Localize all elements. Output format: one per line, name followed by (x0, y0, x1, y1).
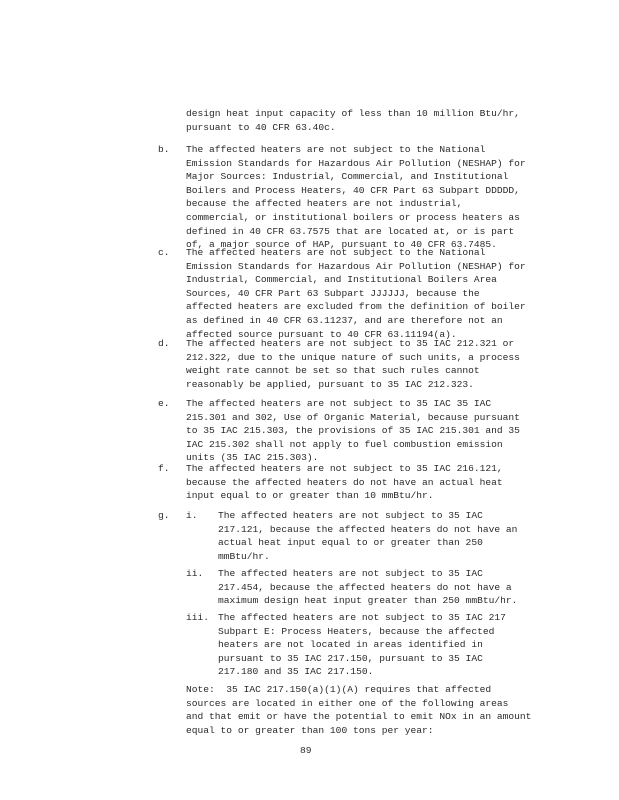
item-f-label: f. (158, 463, 170, 474)
text-line: heaters are not located in areas identified in (218, 639, 483, 651)
text-line: The affected heaters are not subject to 35 IAC 35 IAC (186, 398, 492, 409)
text-line: Emission Standards for Hazardous Air Pollution (NESHAP) for (186, 157, 526, 169)
text-line: The affected heaters are not subject to 35 IAC 212.321 or (186, 338, 515, 349)
item-g-ii-label: ii. (186, 568, 204, 579)
text-line: mmBtu/hr. (218, 550, 270, 562)
text-line: The affected heaters are not subject to the National (186, 144, 486, 155)
text-line: and that emit or have the potential to emit NOx in an amount (186, 711, 532, 723)
text-line: Subpart E: Process Heaters, because the affected (218, 625, 495, 637)
item-b-paragraph (186, 143, 526, 252)
text-line: affected source pursuant to 40 CFR 63.11194(a). (186, 328, 457, 340)
text-line: reasonably be applied, pursuant to 35 IAC 212.323. (186, 378, 474, 390)
text-line: 215.301 and 302, Use of Organic Material, because pursuant (186, 411, 520, 423)
text-line: The affected heaters are not subject to the National (186, 247, 486, 258)
text-line: to 35 IAC 215.303, the provisions of 35 IAC 215.301 and 35 (186, 425, 520, 437)
text-line: pursuant to 35 IAC 217.150, pursuant to 35 IAC (218, 652, 483, 664)
text-line: affected heaters are excluded from the definition of boiler (186, 301, 526, 313)
text-line: equal to or greater than 100 tons per year: (186, 724, 434, 736)
text-line: 217.454, because the affected heaters do not have a (218, 581, 512, 593)
text-line: Industrial, Commercial, and Institutional Boilers Area (186, 274, 497, 286)
item-c-label: c. (158, 247, 170, 258)
item-d-paragraph (186, 337, 520, 391)
text-line: as defined in 40 CFR 63.11237, and are therefore not an (186, 314, 503, 326)
item-e-label: e. (158, 398, 170, 409)
item-g-iii-label: iii. (186, 612, 210, 623)
item-g-iii-paragraph (218, 611, 506, 679)
text-line: maximum design heat input greater than 250 mmBtu/hr. (218, 595, 518, 607)
text-line: of, a major source of HAP, pursuant to 40 CFR 63.7485. (186, 239, 497, 251)
intro-paragraph (186, 107, 520, 134)
page-number: 89 (300, 745, 312, 756)
item-f-paragraph (186, 462, 503, 503)
text-line: because the affected heaters are not industrial, (186, 198, 463, 210)
item-e-paragraph (186, 397, 520, 465)
item-d-label: d. (158, 338, 170, 349)
text-line: defined in 40 CFR 63.7575 that are located at, or is part (186, 225, 515, 237)
text-line: The affected heaters are not subject to 35 IAC (218, 568, 483, 579)
text-line: because the affected heaters do not have an actual heat (186, 476, 503, 488)
text-line: 217.180 and 35 IAC 217.150. (218, 666, 374, 678)
text-line: units (35 IAC 215.303). (186, 452, 319, 464)
text-line: Emission Standards for Hazardous Air Pollution (NESHAP) for (186, 260, 526, 272)
text-line: 212.322, due to the unique nature of such units, a process (186, 351, 520, 363)
text-line: The affected heaters are not subject to 35 IAC 216.121, (186, 463, 503, 474)
text-line: sources are located in either one of the following areas (186, 697, 509, 709)
text-line: The affected heaters are not subject to 35 IAC (218, 510, 483, 521)
item-c-paragraph (186, 246, 526, 341)
text-line: Sources, 40 CFR Part 63 Subpart JJJJJJ, because the (186, 287, 480, 299)
text-line: input equal to or greater than 10 mmBtu/hr. (186, 490, 434, 502)
text-line: Major Sources: Industrial, Commercial, and Institutional (186, 171, 509, 183)
text-line: pursuant to 40 CFR 63.40c. (186, 121, 336, 133)
text-line: Boilers and Process Heaters, 40 CFR Part 63 Subpart DDDDD, (186, 184, 520, 196)
text-line: weight rate cannot be set so that such rules cannot (186, 365, 480, 377)
item-g-ii-paragraph (218, 567, 517, 608)
text-line: Note: 35 IAC 217.150(a)(1)(A) requires that affected (186, 684, 492, 695)
item-g-i-label: i. (186, 510, 198, 521)
item-b-label: b. (158, 144, 170, 155)
note-paragraph (186, 683, 531, 737)
text-line: IAC 215.302 shall not apply to fuel combustion emission (186, 438, 503, 450)
text-line: 217.121, because the affected heaters do not have an (218, 523, 518, 535)
text-line: actual heat input equal to or greater than 250 (218, 537, 483, 549)
text-line: design heat input capacity of less than 10 million Btu/hr, (186, 108, 520, 119)
text-line: The affected heaters are not subject to 35 IAC 217 (218, 612, 506, 623)
item-g-label: g. (158, 510, 170, 521)
text-line: commercial, or institutional boilers or process heaters as (186, 211, 520, 223)
item-g-i-paragraph (218, 509, 517, 563)
